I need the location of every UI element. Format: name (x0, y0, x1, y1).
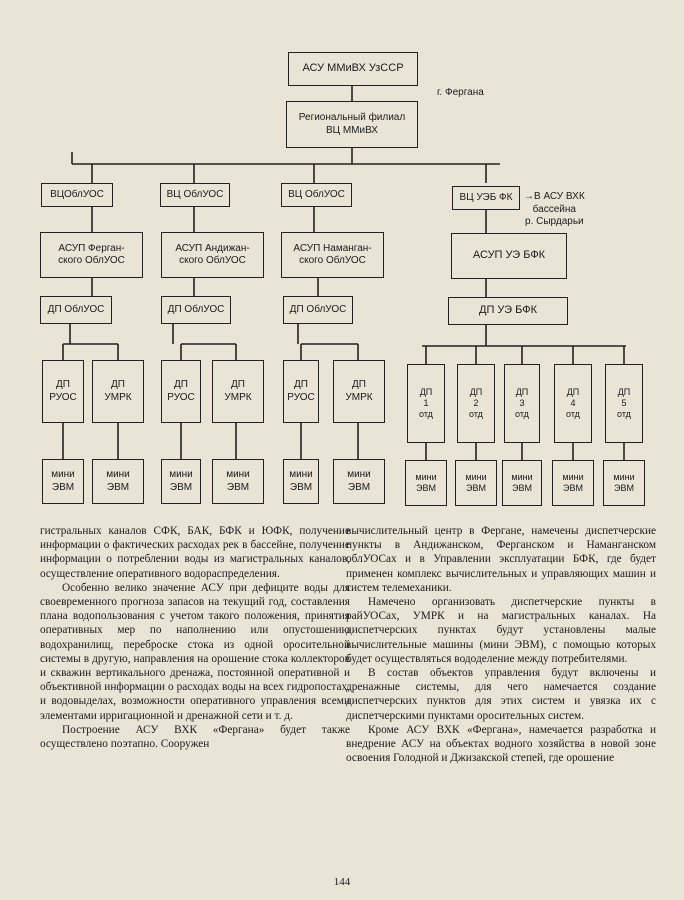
paragraph: Кроме АСУ ВХК «Фергана», намечается разработка и внедрение АСУ на объектах водного хозяйства в новой зоне освоения Голодной и Джизакской степей, где орошение (346, 723, 656, 765)
node-dp-otd-2: ДП 2 отд (457, 364, 495, 443)
node-dp-ruos-1: ДП РУОС (42, 360, 84, 423)
node-dp-ruos-2: ДП РУОС (161, 360, 201, 423)
paragraph: Намечено организовать диспетчерские пункты в райУОСах, УМРК и на магистральных каналах. На диспетчерских пунктах будут установлены малые вычислительные машины (мини ЭВМ), с помощью которых будет осуществляться вододеление между потребителями. (346, 596, 656, 665)
node-mini-evm-7: мини ЭВМ (405, 460, 447, 506)
node-asup-uebfk: АСУП УЭ БФК (451, 233, 567, 279)
node-mini-evm-8: мини ЭВМ (455, 460, 497, 506)
text-column-left (40, 524, 350, 751)
node-mini-evm-11: мини ЭВМ (603, 460, 645, 506)
node-vc-ferghana: ВЦОблУОС (41, 183, 113, 207)
node-dp-umrk-2: ДП УМРК (212, 360, 264, 423)
node-regional-branch: Региональный филиал ВЦ ММиВХ (286, 101, 418, 148)
node-asup-andijan: АСУП Андижан- ского ОблУОС (161, 232, 264, 278)
paragraph: В состав объектов управления будут включены и дренажные системы, для чего намечается создание диспетчерских пунктов для этих систем и увязка их с диспетчерскими пунктами оросительных систем. (346, 667, 656, 722)
node-mini-evm-9: мини ЭВМ (502, 460, 542, 506)
page-number: 144 (333, 876, 351, 888)
node-dp-umrk-1: ДП УМРК (92, 360, 144, 423)
node-vc-uebfk: ВЦ УЭБ ФК (452, 186, 520, 210)
node-mini-evm-3: мини ЭВМ (161, 459, 201, 504)
node-dp-namangan: ДП ОблУОС (283, 296, 353, 324)
city-label: г. Фергана (437, 87, 484, 98)
node-mini-evm-1: мини ЭВМ (42, 459, 84, 504)
paragraph: вычислительный центр в Фергане, намечены диспетчерские пункты в Андижанском, Ферганском и Наманганском облУОСах и в Управлении эксплуатации БФК, где будет применен комплекс вычислительных и управляющих машин и систем телемеханики. (346, 525, 656, 594)
paragraph: Построение АСУ ВХК «Фергана» будет также осуществлено поэтапно. Сооружен (40, 723, 350, 751)
node-asu-mmivh: АСУ ММиВХ УзССР (288, 52, 418, 86)
node-asup-ferghana: АСУП Ферган- ского ОблУОС (40, 232, 143, 278)
node-dp-otd-3: ДП 3 отд (504, 364, 540, 443)
node-dp-ruos-3: ДП РУОС (283, 360, 319, 423)
node-mini-evm-4: мини ЭВМ (212, 459, 264, 504)
paragraph: гистральных каналов СФК, БАК, БФК и ЮФК, получение информации о фактических расходах рек в бассейне, получение информации о потреблении воды из магистральных каналов, осуществление оперативного водораспределения. (40, 525, 350, 580)
node-asup-namangan: АСУП Наманган- ского ОблУОС (281, 232, 384, 278)
node-dp-otd-1: ДП 1 отд (407, 364, 445, 443)
node-dp-umrk-3: ДП УМРК (333, 360, 385, 423)
node-mini-evm-5: мини ЭВМ (283, 459, 319, 504)
branch-note-syrdarya: →В АСУ ВХК бассейна р. Сырдарьи (524, 191, 585, 227)
node-dp-andijan: ДП ОблУОС (161, 296, 231, 324)
node-dp-otd-5: ДП 5 отд (605, 364, 643, 443)
node-dp-ferghana: ДП ОблУОС (40, 296, 112, 324)
node-mini-evm-10: мини ЭВМ (552, 460, 594, 506)
node-dp-uebfk: ДП УЭ БФК (448, 297, 568, 325)
node-dp-otd-4: ДП 4 отд (554, 364, 592, 443)
node-vc-andijan: ВЦ ОблУОС (160, 183, 230, 207)
text-column-right (346, 524, 656, 765)
paragraph: Особенно велико значение АСУ при дефиците воды для своевременного прогноза запасов на текущий год, составления плана водопользования с учетом такого положения, принятия оперативных мер по наполнению или опустошению водохранилищ, переброске стока из одной оросительной системы в другую, направления на орошение стока коллекторов и скважин вертикального дренажа, постоянной оперативной и объективной информации о расходах воды на всех гидропостах, и водовыделах, возможности оперативного управления всеми элементами ирригационной и дренажной сети и т. д. (40, 581, 350, 722)
node-mini-evm-6: мини ЭВМ (333, 459, 385, 504)
node-vc-namangan: ВЦ ОблУОС (281, 183, 352, 207)
node-mini-evm-2: мини ЭВМ (92, 459, 144, 504)
